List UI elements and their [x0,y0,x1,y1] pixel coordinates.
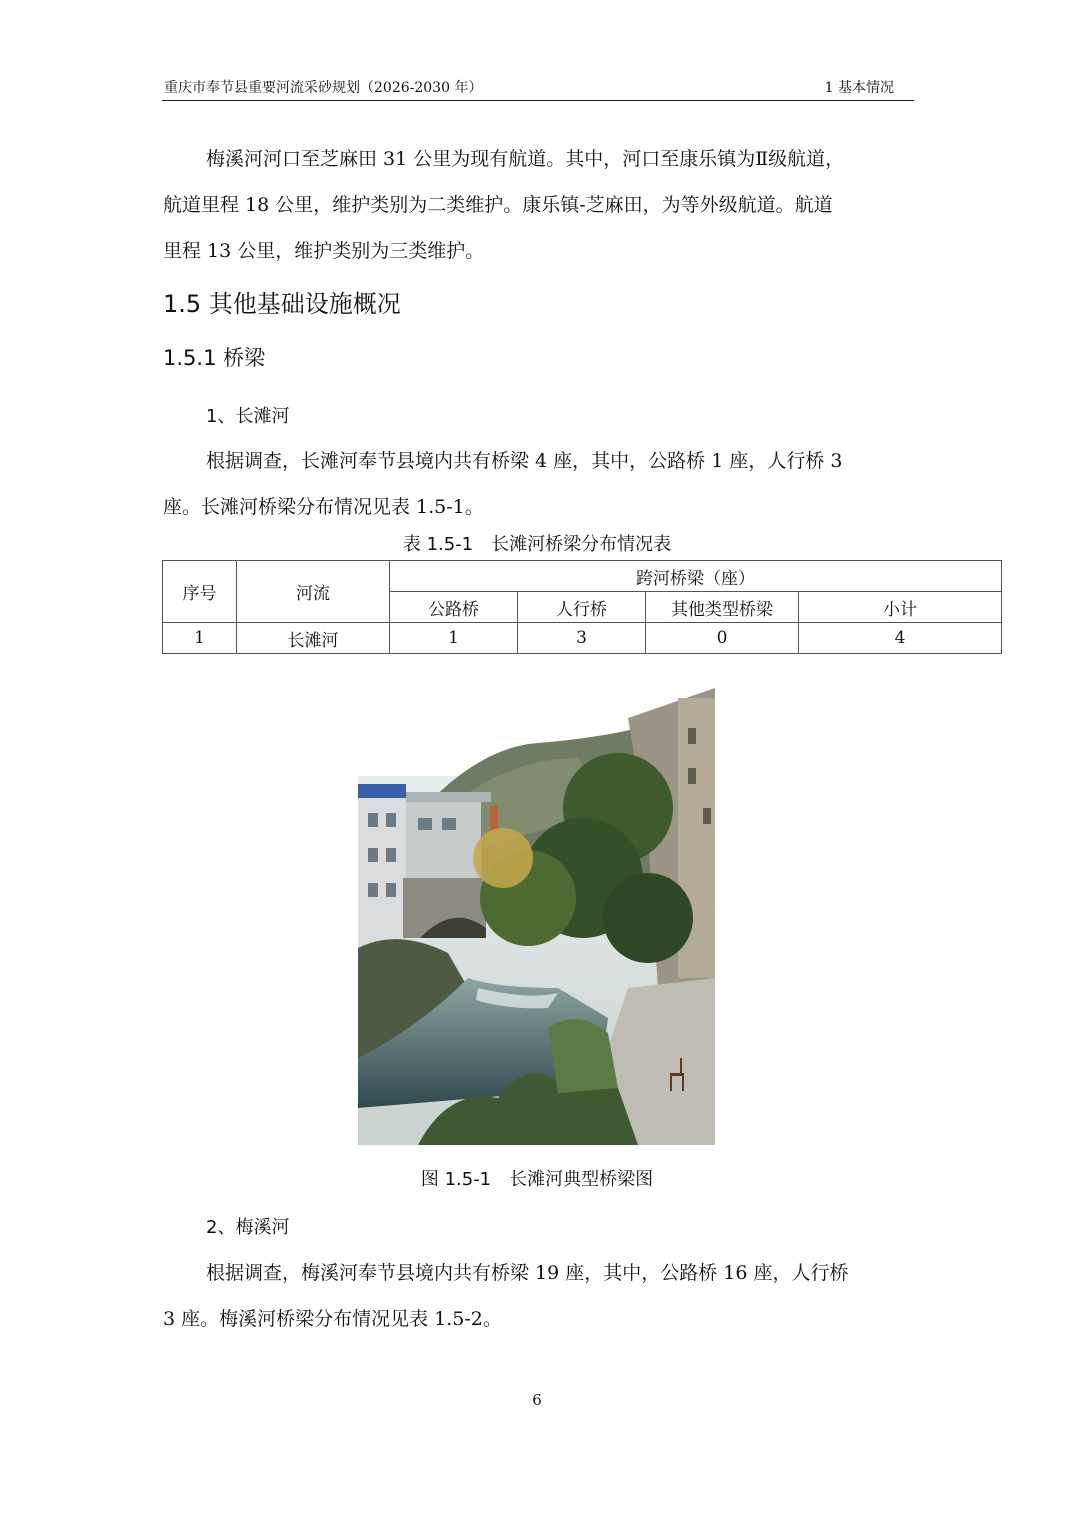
paragraph-line: 座。长滩河桥梁分布情况见表 1.5-1。 [163,496,484,518]
paragraph-line: 根据调查，长滩河奉节县境内共有桥梁 4 座，其中，公路桥 1 座，人行桥 3 [206,450,843,472]
table-header-road: 公路桥 [390,592,518,623]
section-heading: 1.5 其他基础设施概况 [163,290,401,318]
figure-caption: 图 1.5-1 长滩河典型桥梁图 [420,1169,654,1190]
header-chapter: 1 基本情况 [824,80,894,96]
page-number: 6 [532,1391,542,1409]
bridge-photo [358,688,715,1145]
table-header-pedestrian: 人行桥 [518,592,646,623]
page-header [162,78,914,101]
table-cell-pedestrian: 3 [518,623,646,654]
paragraph-meixi [163,1250,915,1342]
bridge-distribution-table [162,560,1002,654]
paragraph-navigation [163,136,915,274]
table-caption: 表 1.5-1 长滩河桥梁分布情况表 [402,534,672,555]
table-header-other: 其他类型桥梁 [646,592,799,623]
subsection-heading: 1.5.1 桥梁 [163,346,266,370]
table-cell-road: 1 [390,623,518,654]
river-heading-meixi: 2、梅溪河 [206,1217,290,1238]
table-cell-other: 0 [646,623,799,654]
table-header-river: 河流 [237,561,390,623]
table-header-seq: 序号 [163,561,237,623]
table-cell-seq: 1 [163,623,237,654]
paragraph-line: 里程 13 公里，维护类别为三类维护。 [163,240,485,262]
table-header-bridges-group: 跨河桥梁（座） [390,561,1002,592]
header-document-title: 重庆市奉节县重要河流采砂规划（2026-2030 年） [164,80,483,96]
river-heading-changtan: 1、长滩河 [206,406,290,427]
table-header-subtotal: 小计 [799,592,1002,623]
paragraph-changtan [163,438,915,530]
paragraph-line: 梅溪河河口至芝麻田 31 公里为现有航道。其中，河口至康乐镇为Ⅱ级航道， [206,148,845,170]
paragraph-line: 航道里程 18 公里，维护类别为二类维护。康乐镇-芝麻田，为等外级航道。航道 [163,194,833,216]
table-row [163,623,1002,654]
paragraph-line: 3 座。梅溪河桥梁分布情况见表 1.5-2。 [163,1308,502,1330]
table-cell-river: 长滩河 [237,623,390,654]
table-cell-subtotal: 4 [799,623,1002,654]
paragraph-line: 根据调查，梅溪河奉节县境内共有桥梁 19 座，其中，公路桥 16 座，人行桥 [206,1262,849,1284]
bridge-photo-illustration [358,688,715,1145]
